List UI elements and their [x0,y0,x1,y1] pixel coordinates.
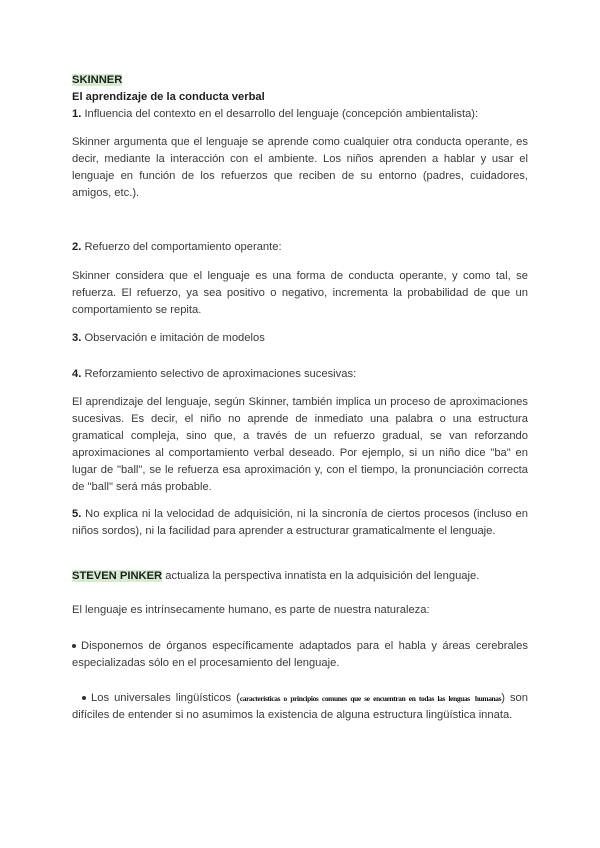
skinner-subtitle: El aprendizaje de la conducta verbal [72,91,265,103]
pinker-statement: El lenguaje es intrínsecamente humano, es parte de nuestra naturaleza: [72,604,430,616]
point-5: 5. No explica ni la velocidad de adquisición, ni la sincronía de ciertos procesos (incluso en niños sordos), ni la facilidad para aprender a estructurar gramaticalmente el lenguaje. [72,508,528,537]
bullet-icon [72,644,76,648]
skinner-header [72,72,528,123]
point-4-text: El aprendizaje del lenguaje, según Skinner, también implica un proceso de aproximaciones sucesivas. Es decir, el niño no aprende de inmediato una palabra o una estructura gramatical compleja, sino que, a través de un refuerzo gradual, se van reforzando aproximaciones al comportamiento verbal deseado. Por ejemplo, si un niño dice "ba" en lugar de "ball", se le refuerza esa aproximación y, con el tiempo, la pronunciación correcta de "ball" será más probable. [72,396,528,493]
bullet-icon [82,696,86,700]
point-1-heading: 1. Influencia del contexto en el desarrollo del lenguaje (concepción ambientalista): [72,108,479,120]
point-4-heading: 4. Reforzamiento selectivo de aproximaciones sucesivas: [72,368,357,380]
point-2-text: Skinner considera que el lenguaje es una forma de conducta operante, y como tal, se refuerza. El refuerzo, ya sea positivo o negativo, incrementa la probabilidad de que un comportamiento se repita. [72,270,528,316]
point-1-text: Skinner argumenta que el lenguaje se aprende como cualquier otra conducta operante, es decir, mediante la interacción con el ambiente. Los niños aprenden a hablar y usar el lenguaje en función de los refuerzos que reciben de su entorno (padres, cuidadores, amigos, etc.). [72,136,528,199]
bullet-2: Los universales lingüísticos (características o principios comunes que se encuentran en todas las lenguas humanas) son difíciles de entender si no asumimos la existencia de alguna estructura lingüística innata. [72,692,528,721]
bullet-1: Disponemos de órganos específicamente adaptados para el habla y áreas cerebrales especializadas sólo en el procesamiento del lenguaje. [72,640,528,669]
point-2-heading: 2. Refuerzo del comportamiento operante: [72,241,282,253]
pinker-intro: STEVEN PINKER actualiza la perspectiva innatista en la adquisición del lenguaje. [72,570,480,582]
section-title-skinner: SKINNER [72,74,123,86]
section-title-pinker: STEVEN PINKER [72,570,163,582]
point-3-heading: 3. Observación e imitación de modelos [72,332,265,344]
